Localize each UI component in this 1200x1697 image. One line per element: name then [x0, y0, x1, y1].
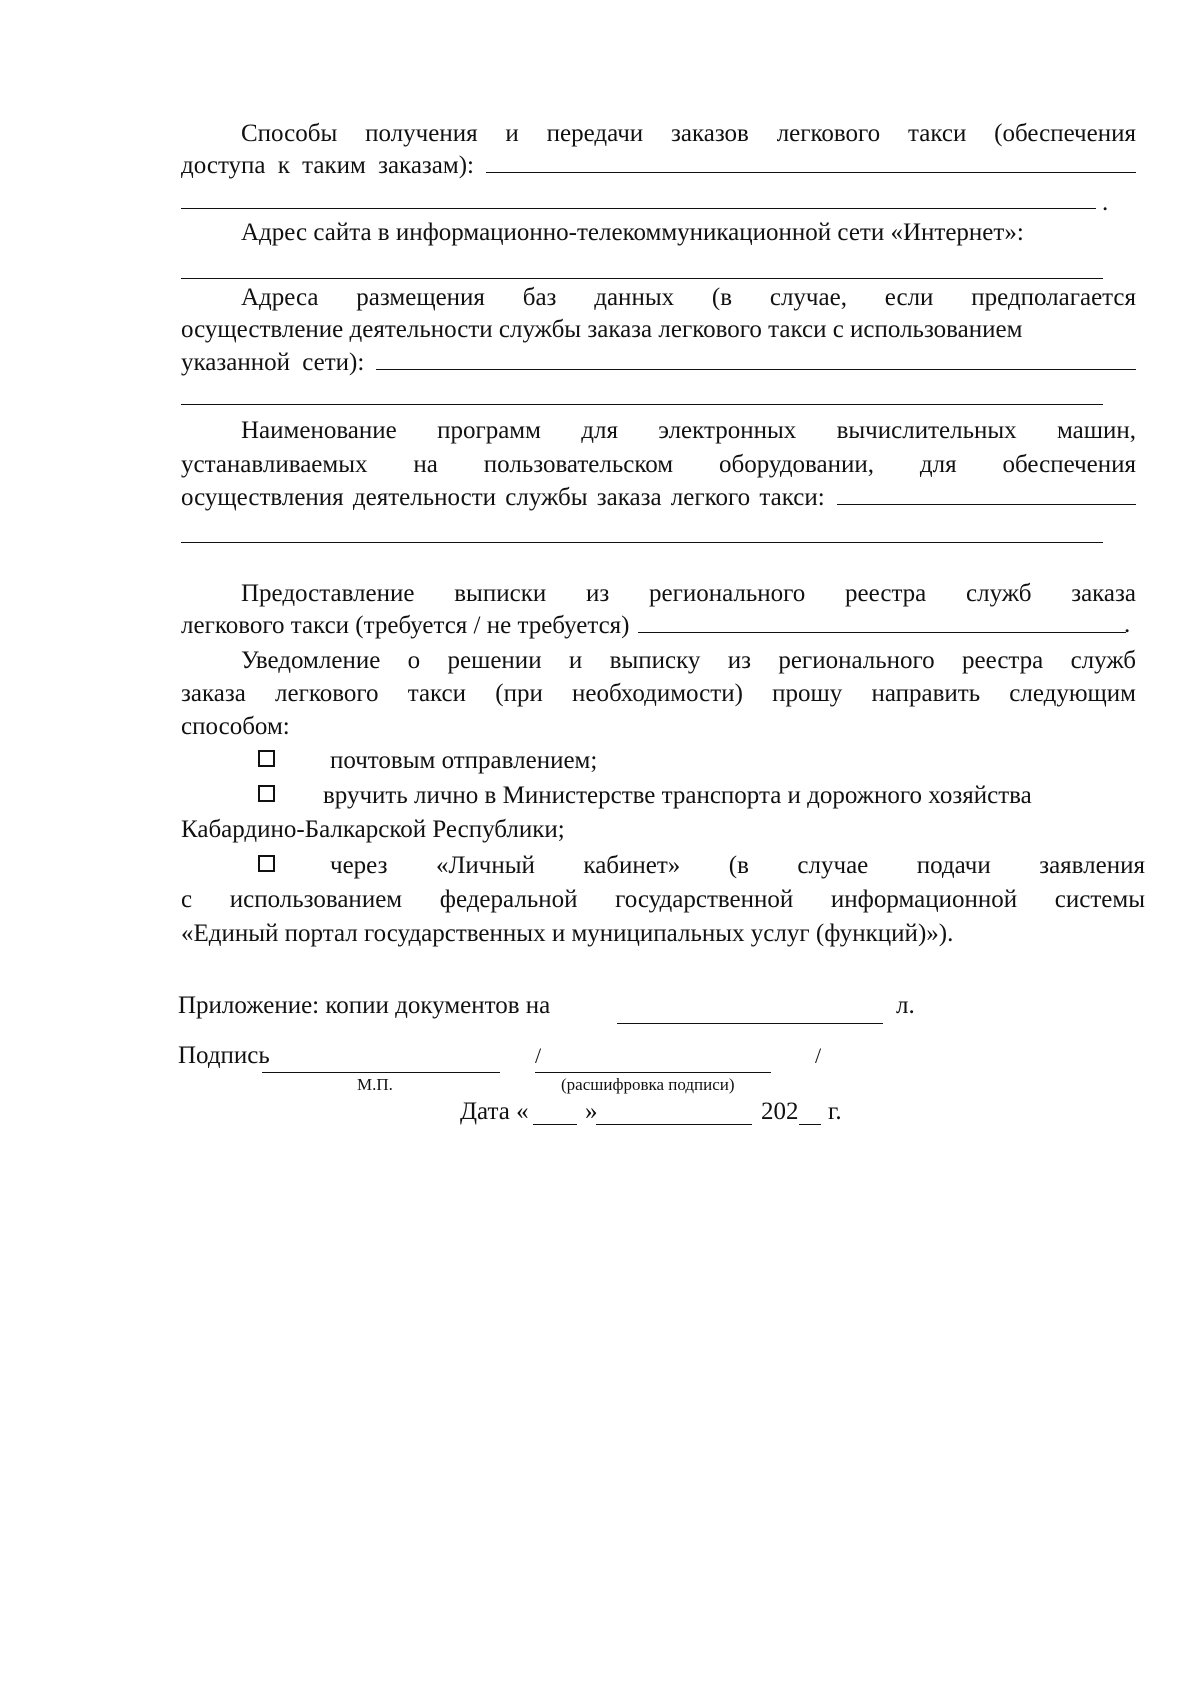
extract-field[interactable]: [638, 610, 1127, 633]
databases-line3: [181, 347, 1136, 379]
option-in-person-checkbox-wrap[interactable]: [258, 780, 275, 812]
order-methods-line2: [181, 150, 1136, 182]
period-mark: .: [1124, 611, 1131, 638]
date-year-prefix: 202: [761, 1098, 799, 1125]
appendix-label: Приложение: копии документов на: [178, 992, 551, 1019]
signature-slash-2: /: [815, 1043, 822, 1068]
software-line3: [181, 482, 1136, 514]
signature-decoding-caption: (расшифровка подписи): [561, 1075, 735, 1094]
website-line1: Адрес сайта в информационно-телекоммуникационной сети «Интернет»:: [241, 219, 1024, 246]
appendix-pages-field[interactable]: [617, 1023, 883, 1024]
option-in-person-label: вручить лично в Министерстве транспорта и дорожного хозяйства: [323, 782, 1032, 809]
notification-line3: способом:: [181, 713, 290, 740]
software-field-2[interactable]: [181, 542, 1103, 543]
option-postal-checkbox[interactable]: [258, 750, 275, 767]
databases-field[interactable]: [376, 347, 1136, 370]
option-cabinet-label: через «Личный кабинет» (в случае подачи заявления: [330, 852, 1145, 879]
option-cabinet-cont: с использованием федеральной государственной информационной системы: [181, 886, 1145, 913]
software-field[interactable]: [837, 482, 1136, 505]
extract-line2: [181, 610, 1126, 642]
option-postal-label: почтовым отправлением;: [330, 747, 598, 774]
order-methods-field-2[interactable]: [181, 208, 1096, 209]
option-in-person-cont: Кабардино-Балкарской Республики;: [181, 816, 565, 843]
signature-field[interactable]: [262, 1072, 500, 1073]
order-methods-line1: Способы получения и передачи заказов легкового такси (обеспечения: [241, 120, 1136, 147]
website-field[interactable]: [181, 278, 1103, 279]
order-methods-label: доступа к таким заказам):: [181, 152, 474, 179]
date-close-quote: »: [585, 1098, 598, 1125]
appendix-suffix: л.: [896, 992, 915, 1019]
date-year-field[interactable]: [799, 1124, 821, 1125]
order-methods-field[interactable]: [486, 150, 1136, 173]
period-mark: .: [1102, 189, 1109, 216]
signature-label: Подпись: [178, 1042, 270, 1069]
date-month-field[interactable]: [596, 1124, 752, 1125]
option-in-person-checkbox[interactable]: [258, 785, 275, 802]
software-label: осуществления деятельности службы заказа легкого такси:: [181, 484, 825, 511]
extract-line1: Предоставление выписки из регионального реестра служб заказа: [241, 580, 1136, 607]
option-postal-checkbox-wrap[interactable]: [258, 745, 275, 777]
option-cabinet-checkbox[interactable]: [258, 855, 275, 872]
signature-slash-1: /: [535, 1043, 542, 1068]
notification-line2: заказа легкового такси (при необходимости) прошу направить следующим: [181, 680, 1136, 707]
stamp-label: М.П.: [357, 1075, 393, 1094]
signature-decoding-field[interactable]: [535, 1072, 771, 1073]
option-cabinet-cont2: «Единый портал государственных и муниципальных услуг (функций)»).: [181, 920, 954, 947]
date-year-suffix: г.: [828, 1098, 842, 1125]
extract-label: легкового такси (требуется / не требуется): [181, 612, 630, 639]
software-line1: Наименование программ для электронных вычислительных машин,: [241, 417, 1136, 444]
databases-line1: Адреса размещения баз данных (в случае, если предполагается: [241, 284, 1136, 311]
databases-line2: осуществление деятельности службы заказа легкового такси с использованием: [181, 316, 1023, 343]
databases-label: указанной сети):: [181, 349, 365, 376]
option-cabinet-checkbox-wrap[interactable]: [258, 850, 275, 882]
databases-field-2[interactable]: [181, 404, 1103, 405]
date-day-field[interactable]: [533, 1124, 577, 1125]
notification-line1: Уведомление о решении и выписку из регионального реестра служб: [241, 647, 1136, 674]
software-line2: устанавливаемых на пользовательском оборудовании, для обеспечения: [181, 451, 1136, 478]
date-label: Дата «: [460, 1098, 529, 1125]
